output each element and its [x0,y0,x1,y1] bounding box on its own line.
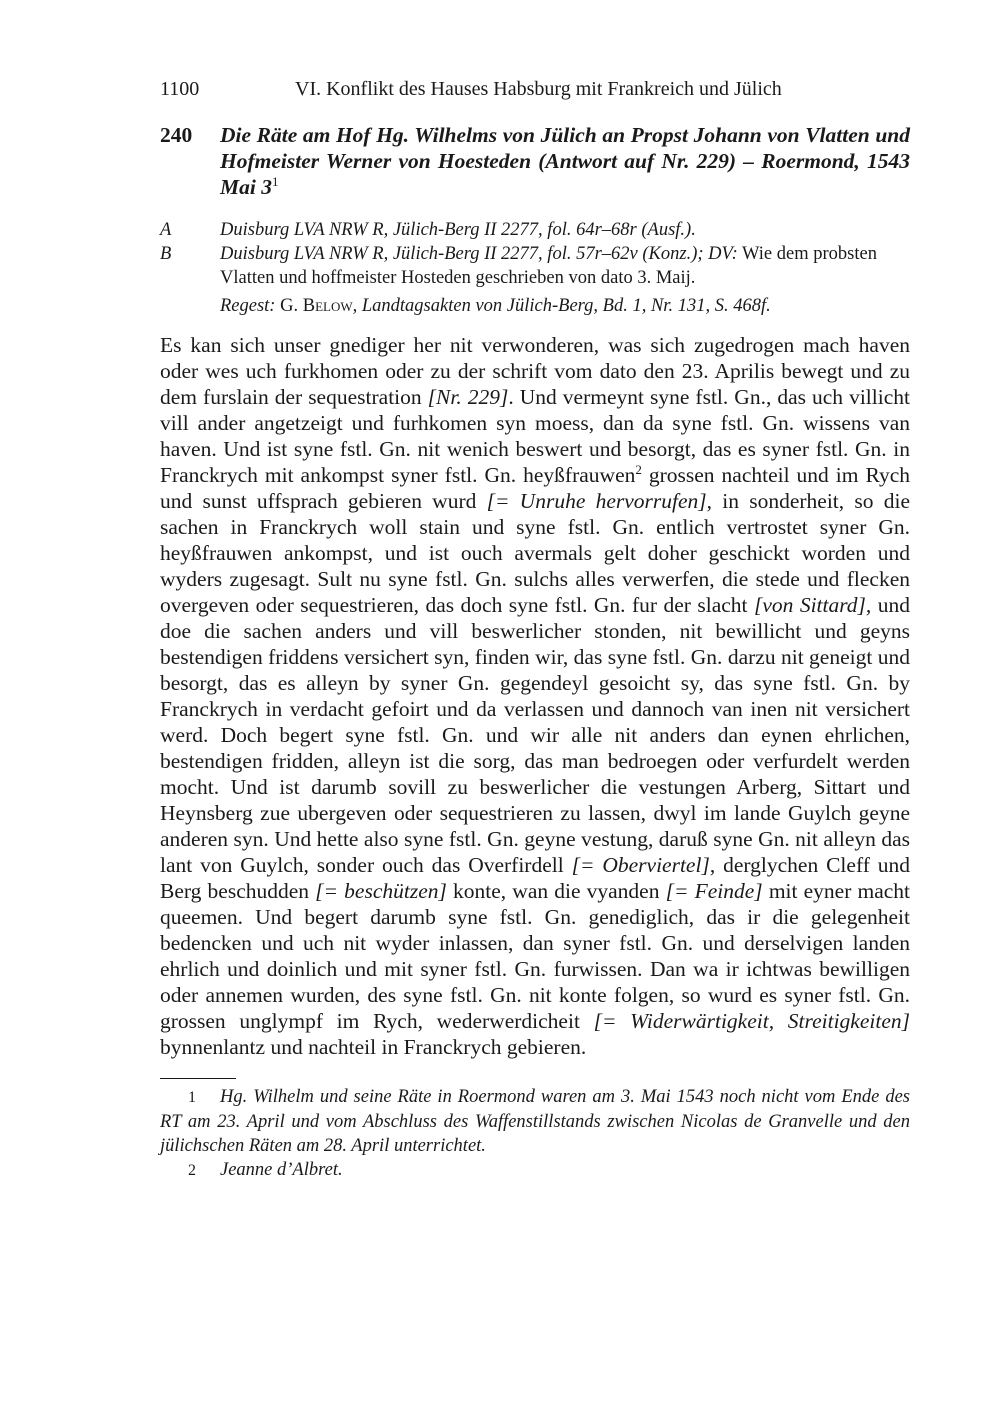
document-heading [160,122,910,200]
footnote-ref-1[interactable]: 1 [271,173,279,189]
source-a-text: Duisburg LVA NRW R, Jülich-Berg II 2277, fol. 64r–68r (Ausf.). [220,220,696,240]
footnote-number: 2 [188,1162,196,1179]
editorial-gloss: [= beschützen] [315,879,447,903]
editorial-gloss: [= Oberviertel] [571,853,710,877]
running-title: VI. Konflikt des Hauses Habsburg mit Frankreich und Jülich [295,78,782,100]
footnote-2 [160,1158,910,1183]
footnote-text: Jeanne d’Albret. [220,1160,343,1180]
source-b-text [220,242,910,290]
source-a [160,218,910,242]
document-title-text: Die Räte am Hof Hg. Wilhelms von Jülich an Propst Johann von Vlatten und Hofmeister Werner von Hoesteden (Antwort auf Nr. 229) – Roermond, 1543 Mai 3 [220,123,910,199]
cross-reference[interactable]: [Nr. 229] [427,385,509,409]
footnotes [160,1085,910,1183]
document-title [220,122,910,200]
regest [220,294,910,318]
text-segment: , in sonderheit, so die sachen in Franckrych woll stain und syne fstl. Gn. entlich vertrostet syner Gn. heyßfrauwen ankompst, und ist ouch avermals gelt doher geschickt worden und wyders zugesagt. Sult nu syne fstl. Gn. sulchs alles verwerfen, die stede und flecken overgeven oder sequestrieren, das doch syne fstl. Gn. fur der slacht [160,489,910,617]
page-number: 1100 [160,78,200,100]
text-segment: bynnenlantz und nachteil in Franckrych gebieren. [160,1035,587,1059]
page [160,78,910,1183]
source-b-archive: Duisburg LVA NRW R, Jülich-Berg II 2277, fol. 57r–62v (Konz.); DV: [220,244,738,264]
running-head [160,78,910,108]
source-b-dorsal-note: Wie dem probsten Vlatten und hoffmeister Hosteden geschrieben von dato 3. Maij. [220,244,877,288]
main-text [160,332,910,1060]
regest-initial: G. [275,296,303,316]
footnote-1 [160,1085,910,1158]
footnote-ref-2[interactable]: 2 [635,461,642,477]
text-segment: und doe die sachen anders und vill beswerlicher stonden, nit bewillicht und geyns bestendigen friddens versichert syn, finden wir, das syne fstl. Gn. darzu nit geneigt und besorgt, das es alleyn by syner Gn. gegendeyl gesoicht sy, das syne fstl. Gn. by Franckrych in verdacht gefoirt und da verlassen und dannoch van inen nit versichert werd. Doch begert syne fstl. Gn. und wir alle nit anders dan eynen ehrlichen, bestendigen fridden, alleyn ist die sorg, das man bedroegen oder verfurdelt werden mocht. Und ist darumb sovill zu beswerlicher die vestungen Arberg, Sittart und Heynsberg zue ubergeven oder sequestrieren zu lassen, dwyl im lande Guylch geyne anderen syn. Und hette also syne fstl. Gn. geyne vestung, daruß syne Gn. nit alleyn das lant von Guylch, sonder ouch das Overfirdell [160,593,910,877]
editorial-gloss: [= Widerwärtigkeit, Streitigkeiten] [593,1009,910,1033]
regest-author: Below [302,296,353,316]
editorial-gloss: [= Feinde] [665,879,763,903]
footnote-text: Hg. Wilhelm und seine Räte in Roermond waren am 3. Mai 1543 noch nicht vom Ende des RT am 23. April und vom Abschluss des Waffenstillstands zwischen Nicolas de Granvelle und den jülichschen Räten am 28. April unterrichtet. [160,1087,910,1156]
text-segment: . Und vermeynt syne fstl. Gn., das uch villicht vill ander angetzeigt und furhkomen syn moess, dan da syne fstl. Gn. wissens van haven. Und ist syne fstl. Gn. nit wenich beswert und besorgt, das es syner fstl. Gn. in Franckrych mit ankompst syner fstl. Gn. heyßfrauwen [160,385,910,487]
footnote-divider [160,1078,236,1079]
editorial-gloss: [von Sittard], [753,593,872,617]
source-b-sigle: B [160,244,172,264]
source-b [160,242,910,290]
source-a-sigle: A [160,220,172,240]
source-apparatus [160,218,910,318]
text-segment: mit eyner macht queemen. Und begert darumb syne fstl. Gn. genediglich, das ir die gelegenheit bedencken und uch nit wyder inlassen, dan syner fstl. Gn. und derselvigen landen ehrlich und doinlich und mit syner fstl. Gn. furwissen. Dan wa ir ichtwas bewilligen oder annemen wurden, des syne fstl. Gn. nit konte folgen, so wurd es syner fstl. Gn. grossen unglympf im Rych, wederwerdicheit [160,879,911,1033]
document-number: 240 [160,123,193,147]
text-segment: konte, wan die vyanden [446,879,666,903]
footnote-number: 1 [188,1089,196,1106]
editorial-gloss: [= Unruhe hervorrufen] [486,489,707,513]
regest-work: , Landtagsakten von Jülich-Berg, Bd. 1, Nr. 131, S. 468f. [352,296,771,316]
text-segment: grossen nachteil und im Rych und sunst uffsprach gebieren wurd [160,463,910,513]
text-segment: Es kan sich unser gnediger her nit verwonderen, was sich zugedrogen mach haven oder wes uch furkhomen oder zu der schrift vom dato den 23. Aprilis bewegt und zu dem furslain der sequestration [160,333,910,409]
text-segment: , derglychen Cleff und Berg beschudden [160,853,910,903]
regest-label: Regest: [220,296,276,316]
